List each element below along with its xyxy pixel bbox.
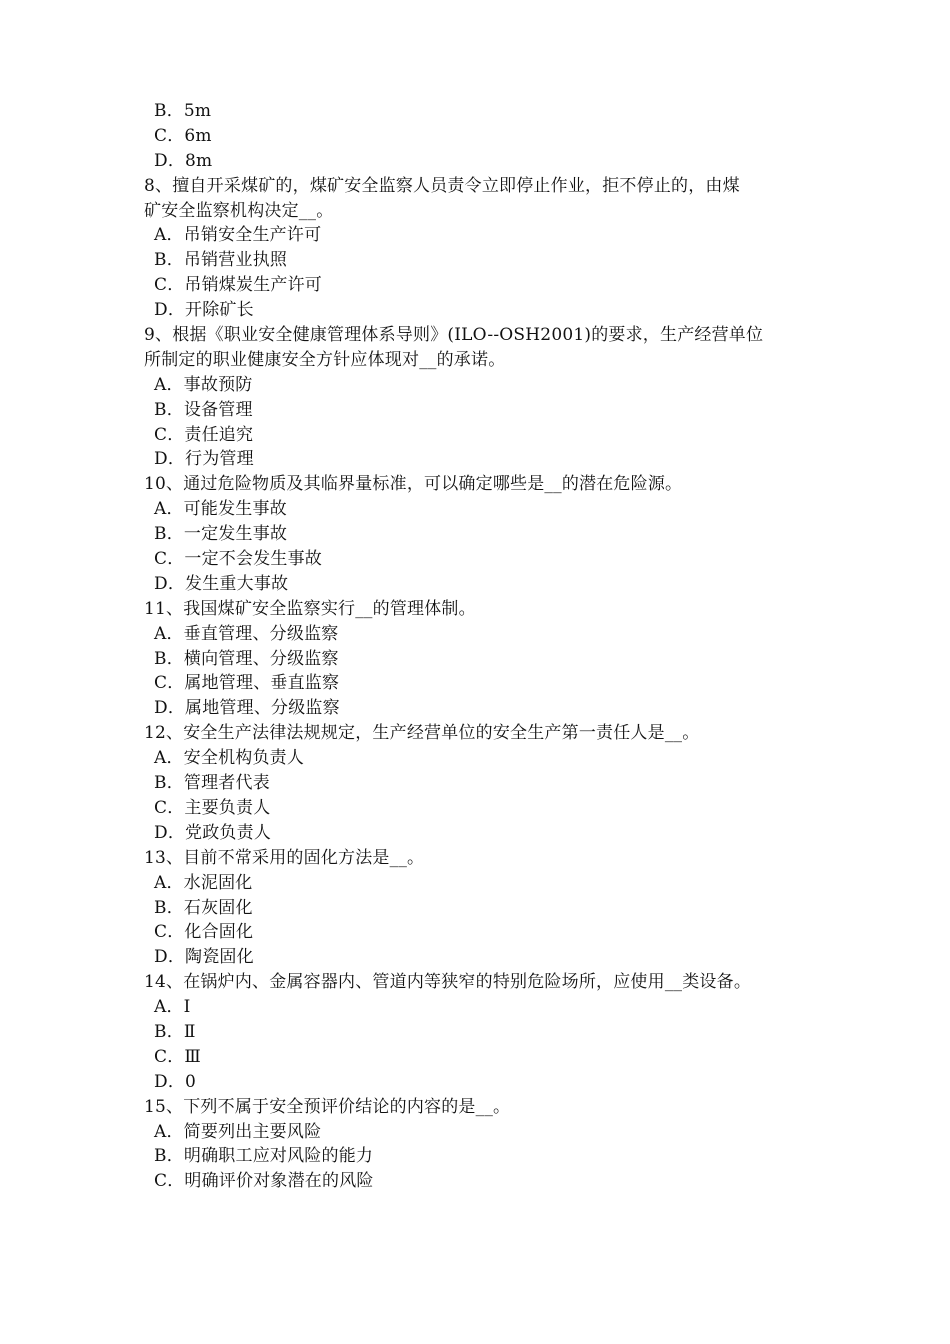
option-line: B．Ⅱ [154, 1021, 196, 1042]
option-line: C．吊销煤炭生产许可 [154, 275, 323, 296]
question-line: 14、在锅炉内、金属容器内、管道内等狭窄的特别危险场所，应使用__类设备。 [144, 972, 752, 993]
option-line: C．责任追究 [154, 424, 254, 445]
option-line: D．0 [154, 1071, 197, 1092]
question-line: 所制定的职业健康安全方针应体现对__的承诺。 [144, 349, 506, 370]
option-line: D．属地管理、分级监察 [154, 698, 340, 719]
option-line: C．属地管理、垂直监察 [154, 673, 340, 694]
option-line: B．5m [154, 101, 212, 121]
option-line: B．设备管理 [154, 399, 253, 420]
question-list [144, 99, 814, 1194]
option-line: D．行为管理 [154, 449, 254, 470]
option-line: A．安全机构负责人 [154, 748, 305, 769]
question-line: 13、目前不常采用的固化方法是__。 [144, 847, 425, 868]
option-line: A．垂直管理、分级监察 [154, 623, 339, 644]
option-line: C．一定不会发生事故 [154, 549, 323, 570]
question-line: 10、通过危险物质及其临界量标准，可以确定哪些是__的潜在危险源。 [144, 474, 683, 495]
option-line: D．8m [154, 150, 213, 171]
option-line: B．管理者代表 [154, 773, 270, 794]
question-line: 15、下列不属于安全预评价结论的内容的是__。 [144, 1096, 511, 1117]
option-line: D．发生重大事故 [154, 573, 289, 594]
option-line: C．主要负责人 [154, 797, 271, 818]
question-line: 矿安全监察机构决定__。 [144, 200, 334, 221]
option-line: B．一定发生事故 [154, 524, 288, 545]
option-line: B．横向管理、分级监察 [154, 648, 339, 669]
option-line: D．开除矿长 [154, 300, 254, 321]
option-line: A．可能发生事故 [154, 499, 287, 520]
option-line: B．石灰固化 [154, 897, 253, 918]
option-line: D．陶瓷固化 [154, 947, 254, 968]
option-line: A．Ⅰ [154, 997, 191, 1018]
option-line: C．化合固化 [154, 922, 254, 943]
question-line: 11、我国煤矿安全监察实行__的管理体制。 [144, 598, 476, 619]
option-line: B．吊销营业执照 [154, 250, 288, 271]
question-line: 12、安全生产法律法规规定，生产经营单位的安全生产第一责任人是__。 [144, 723, 700, 744]
option-line: B．明确职工应对风险的能力 [154, 1146, 374, 1167]
option-line: A．事故预防 [154, 374, 253, 395]
question-line: 8、擅自开采煤矿的，煤矿安全监察人员责令立即停止作业，拒不停止的，由煤 [144, 175, 740, 196]
option-line: A．吊销安全生产许可 [154, 225, 322, 246]
question-line: 9、根据《职业安全健康管理体系导则》(ILO--OSH2001)的要求，生产经营单位 [144, 325, 764, 346]
option-line: C．明确评价对象潜在的风险 [154, 1171, 374, 1192]
option-line: C．6m [154, 125, 212, 146]
option-line: C．Ⅲ [154, 1046, 202, 1067]
option-line: A．简要列出主要风险 [154, 1121, 322, 1142]
option-line: D．党政负责人 [154, 822, 272, 843]
option-line: A．水泥固化 [154, 872, 253, 893]
